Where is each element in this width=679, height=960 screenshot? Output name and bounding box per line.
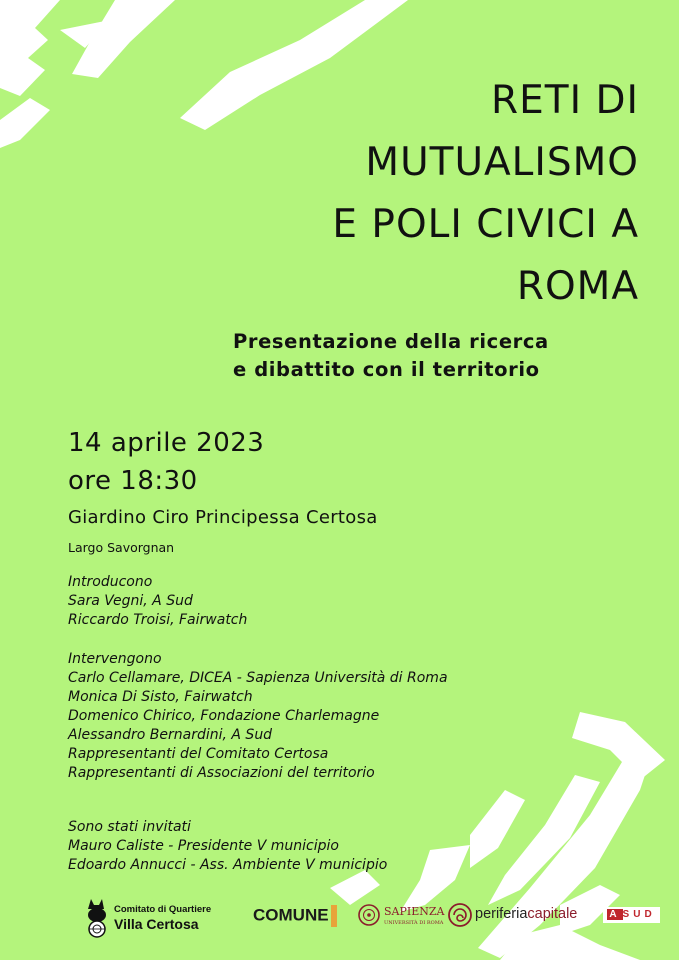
speaker-item: Monica Di Sisto, Fairwatch: [68, 689, 253, 705]
comitato-cat-emblem: [82, 895, 112, 939]
white-brush-shape: [0, 98, 50, 148]
title-line: E POLI CIVICI A: [332, 202, 639, 247]
speaker-item: Domenico Chirico, Fondazione Charlemagne: [68, 708, 380, 724]
event-date: 14 aprile 2023: [68, 428, 265, 458]
white-brush-shape: [470, 790, 525, 868]
comitato-quartiere-logo: [82, 895, 232, 941]
sapienza-subtitle: UNIVERSITÀ DI ROMA: [384, 920, 444, 926]
periferia-word: periferia: [475, 906, 528, 922]
comitato-name-line2: Villa Certosa: [114, 916, 199, 932]
capitale-word: capitale: [527, 906, 578, 922]
event-time: ore 18:30: [68, 466, 198, 496]
speaker-item: Sara Vegni, A Sud: [68, 593, 193, 609]
event-address: Largo Savorgnan: [68, 540, 175, 555]
section-heading: Introducono: [68, 574, 153, 590]
title-line: RETI DI: [491, 78, 639, 123]
comune-accent-bar: [331, 905, 337, 927]
event-venue: Giardino Ciro Principessa Certosa: [68, 507, 378, 528]
invitati-section: [68, 818, 387, 875]
sapienza-name: SAPIENZA: [384, 905, 445, 918]
white-brush-shape: [0, 0, 60, 96]
title-line: ROMA: [516, 264, 639, 309]
guest-item: Mauro Caliste - Presidente V municipio: [68, 838, 339, 854]
white-brush-shape: [330, 870, 380, 905]
speaker-item: Riccardo Troisi, Fairwatch: [68, 612, 248, 628]
speaker-item: Carlo Cellamare, DICEA - Sapienza Università di Roma: [68, 670, 448, 686]
comune-logo-text: COMUNE: [253, 905, 329, 925]
section-heading: Intervengono: [68, 651, 162, 667]
comune-info-logo: [253, 905, 337, 927]
speaker-item: Alessandro Bernardini, A Sud: [68, 727, 273, 743]
asud-logo: [603, 907, 660, 923]
asud-first-letter: A: [609, 909, 621, 920]
subtitle-line: Presentazione della ricerca: [233, 330, 549, 353]
speaker-item: Rappresentanti di Associazioni del territorio: [68, 765, 375, 781]
periferia-spiral: [447, 902, 473, 928]
sapienza-seal: [358, 902, 380, 928]
event-subtitle: [233, 328, 653, 384]
speaker-item: Rappresentanti del Comitato Certosa: [68, 746, 329, 762]
title-line: MUTUALISMO: [365, 140, 639, 185]
introducono-section: [68, 573, 247, 630]
intervengono-section: [68, 650, 448, 783]
event-title: [79, 70, 639, 318]
section-heading: Sono stati invitati: [68, 819, 191, 835]
comitato-name-line1: Comitato di Quartiere: [114, 904, 212, 915]
subtitle-line: e dibattito con il territorio: [233, 358, 540, 381]
sapienza-logo: [358, 902, 444, 934]
periferia-capitale-logo: [447, 902, 597, 934]
guest-item: Edoardo Annucci - Ass. Ambiente V municipio: [68, 857, 388, 873]
asud-rest: SUD: [622, 909, 656, 920]
